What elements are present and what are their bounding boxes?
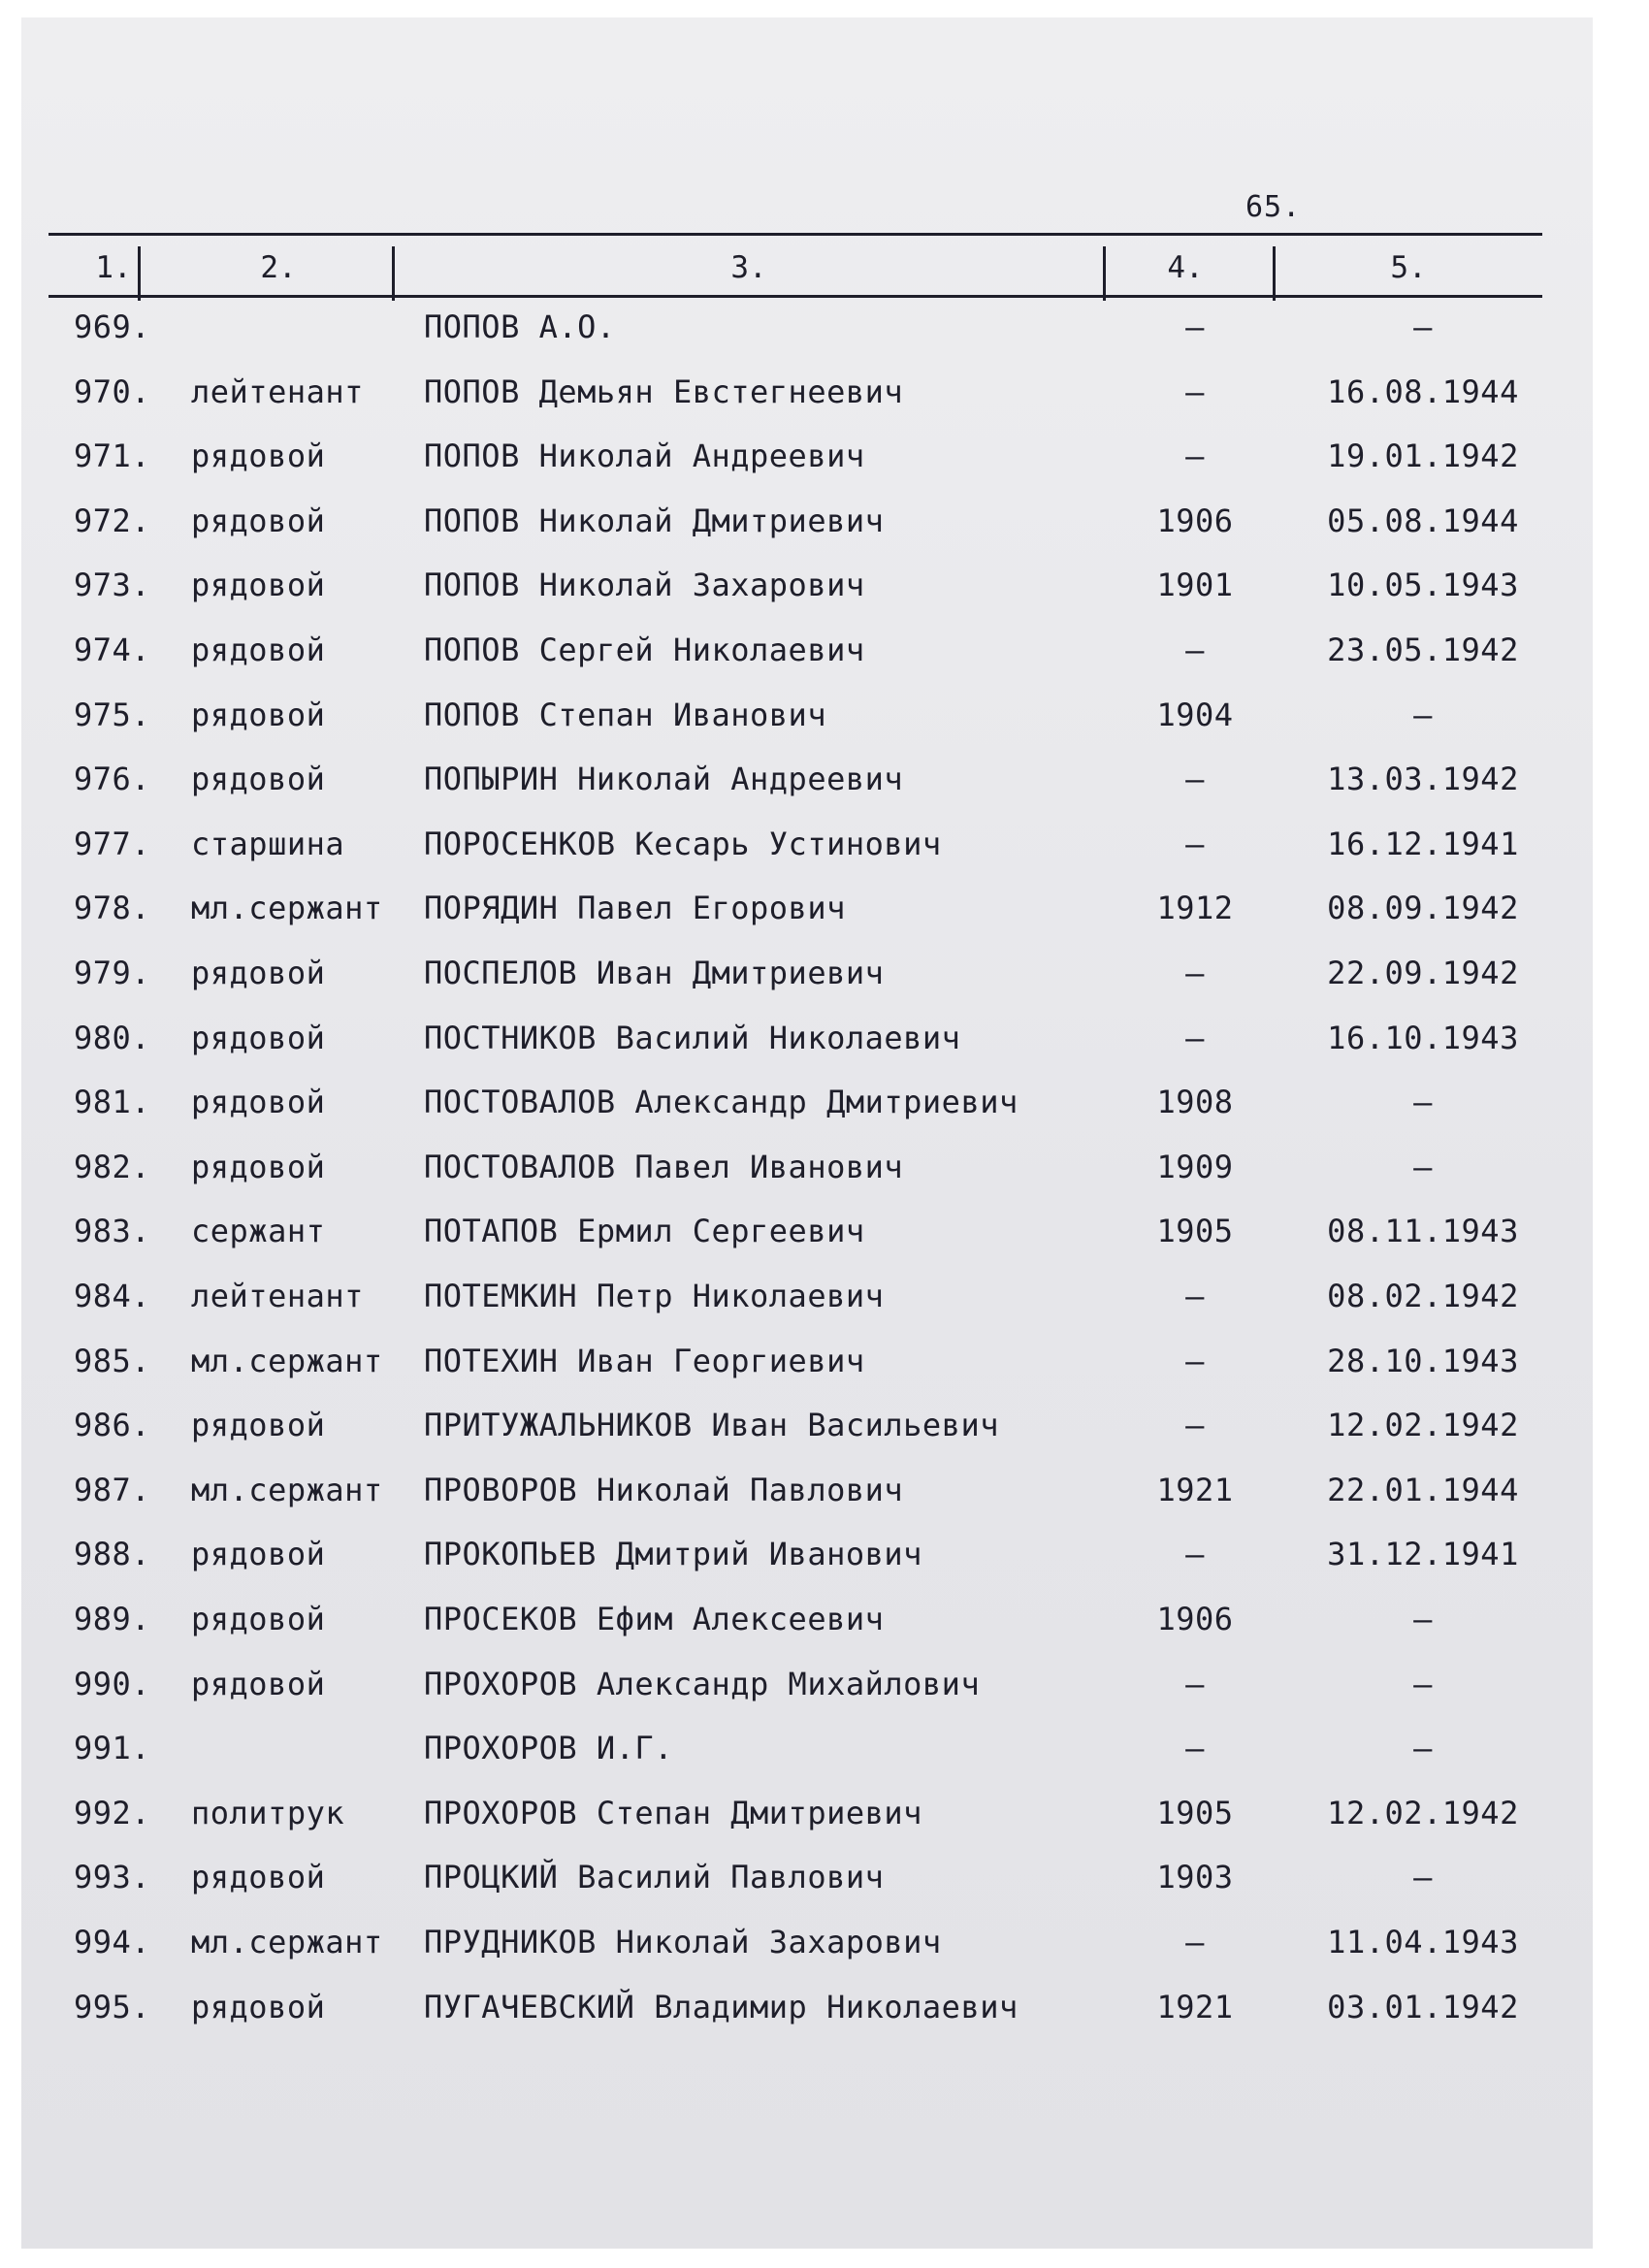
row-name: ПУГАЧЕВСКИЙ Владимир Николаевич — [424, 1988, 1018, 2025]
row-rank: сержант — [191, 1213, 326, 1250]
row-number: 971. — [74, 437, 151, 475]
row-date: 23.05.1942 — [1327, 632, 1519, 668]
row-birth-year: 1903 — [1156, 1859, 1234, 1896]
row-birth-year: – — [1185, 1924, 1205, 1960]
row-date: 22.09.1942 — [1327, 955, 1519, 991]
row-date: 19.01.1942 — [1327, 437, 1519, 475]
page-number: 65. — [1245, 190, 1302, 224]
row-birth-year: 1908 — [1156, 1084, 1234, 1121]
row-rank: политрук — [191, 1794, 345, 1831]
row-number: 984. — [74, 1278, 151, 1314]
row-name: ПОСПЕЛОВ Иван Дмитриевич — [424, 955, 885, 991]
row-name: ПРОХОРОВ Степан Дмитриевич — [424, 1794, 922, 1831]
row-date: – — [1413, 1148, 1433, 1185]
table-row — [21, 437, 1593, 496]
row-name: ПОПЫРИН Николай Андреевич — [424, 761, 904, 798]
row-name: ПОПОВ Николай Дмитриевич — [424, 502, 885, 539]
row-number: 992. — [74, 1794, 151, 1831]
table-row — [21, 632, 1593, 690]
header-col-1: 1. — [95, 250, 132, 285]
table-row — [21, 1149, 1593, 1207]
row-birth-year: – — [1185, 1536, 1205, 1573]
row-number: 983. — [74, 1213, 151, 1250]
row-date: – — [1413, 1859, 1433, 1896]
table-row — [21, 1666, 1593, 1724]
row-number: 990. — [74, 1665, 151, 1702]
row-birth-year: 1906 — [1156, 502, 1234, 539]
document-sheet — [21, 17, 1593, 2249]
row-rank: рядовой — [191, 1536, 326, 1573]
row-date: 13.03.1942 — [1327, 761, 1519, 798]
table-row — [21, 502, 1593, 561]
row-name: ПОТЕМКИН Петр Николаевич — [424, 1278, 885, 1314]
header-separator — [138, 246, 141, 301]
row-birth-year: 1901 — [1156, 567, 1234, 604]
row-date: – — [1413, 1665, 1433, 1702]
row-rank: рядовой — [191, 955, 326, 991]
row-rank: рядовой — [191, 567, 326, 604]
row-number: 978. — [74, 890, 151, 927]
row-rank: старшина — [191, 825, 345, 862]
row-rank: рядовой — [191, 1601, 326, 1637]
header-col-3: 3. — [730, 250, 767, 285]
row-number: 991. — [74, 1730, 151, 1767]
row-rank: рядовой — [191, 502, 326, 539]
row-rank: рядовой — [191, 1859, 326, 1896]
row-birth-year: 1921 — [1156, 1988, 1234, 2025]
header-separator — [1103, 246, 1106, 301]
row-birth-year: – — [1185, 1019, 1205, 1056]
row-name: ПРОВОРОВ Николай Павлович — [424, 1471, 904, 1508]
row-name: ПОТЕХИН Иван Георгиевич — [424, 1342, 865, 1379]
row-date: 16.10.1943 — [1327, 1019, 1519, 1056]
row-date: – — [1413, 1084, 1433, 1121]
row-name: ПРУДНИКОВ Николай Захарович — [424, 1924, 942, 1960]
row-number: 976. — [74, 761, 151, 798]
row-date: 22.01.1944 — [1327, 1471, 1519, 1508]
row-name: ПОРОСЕНКОВ Кесарь Устинович — [424, 825, 942, 862]
row-rank: рядовой — [191, 1665, 326, 1702]
row-birth-year: – — [1185, 1407, 1205, 1444]
table-row — [21, 1020, 1593, 1078]
row-birth-year: 1904 — [1156, 696, 1234, 733]
table-row — [21, 1472, 1593, 1530]
table-row — [21, 1407, 1593, 1465]
row-birth-year: 1921 — [1156, 1471, 1234, 1508]
row-number: 977. — [74, 825, 151, 862]
table-row — [21, 373, 1593, 432]
header-col-4: 4. — [1167, 250, 1204, 285]
row-date: 08.11.1943 — [1327, 1213, 1519, 1250]
row-name: ПРОХОРОВ Александр Михайлович — [424, 1665, 981, 1702]
row-birth-year: – — [1185, 1342, 1205, 1379]
row-birth-year: 1912 — [1156, 890, 1234, 927]
row-rank: рядовой — [191, 761, 326, 798]
table-row — [21, 761, 1593, 819]
row-rank: рядовой — [191, 1407, 326, 1444]
row-name: ПРОКОПЬЕВ Дмитрий Иванович — [424, 1536, 922, 1573]
row-number: 979. — [74, 955, 151, 991]
table-row — [21, 955, 1593, 1013]
row-birth-year: – — [1185, 632, 1205, 668]
row-birth-year: 1905 — [1156, 1213, 1234, 1250]
table-row — [21, 1536, 1593, 1594]
row-number: 975. — [74, 696, 151, 733]
row-date: 03.01.1942 — [1327, 1988, 1519, 2025]
table-row — [21, 308, 1593, 367]
row-name: ПОТАПОВ Ермил Сергеевич — [424, 1213, 865, 1250]
row-birth-year: 1909 — [1156, 1148, 1234, 1185]
row-birth-year: – — [1185, 437, 1205, 475]
row-number: 994. — [74, 1924, 151, 1960]
row-date: 16.12.1941 — [1327, 825, 1519, 862]
row-birth-year: – — [1185, 308, 1205, 345]
row-birth-year: – — [1185, 1278, 1205, 1314]
row-date: 05.08.1944 — [1327, 502, 1519, 539]
row-date: 16.08.1944 — [1327, 373, 1519, 410]
table-row — [21, 1730, 1593, 1788]
row-birth-year: – — [1185, 761, 1205, 798]
row-rank: рядовой — [191, 1019, 326, 1056]
row-rank: рядовой — [191, 632, 326, 668]
row-number: 982. — [74, 1148, 151, 1185]
table-row — [21, 1989, 1593, 2047]
row-number: 970. — [74, 373, 151, 410]
row-name: ПОПОВ Николай Захарович — [424, 567, 865, 604]
row-number: 972. — [74, 502, 151, 539]
table-row — [21, 697, 1593, 755]
row-number: 989. — [74, 1601, 151, 1637]
row-name: ПОПОВ А.О. — [424, 308, 616, 345]
row-name: ПОПОВ Демьян Евстегнеевич — [424, 373, 904, 410]
table-row — [21, 1213, 1593, 1271]
row-number: 993. — [74, 1859, 151, 1896]
header-bottom-rule — [48, 295, 1542, 298]
row-rank: мл.сержант — [191, 890, 383, 927]
row-name: ПОСТОВАЛОВ Павел Иванович — [424, 1148, 904, 1185]
row-number: 988. — [74, 1536, 151, 1573]
row-name: ПРИТУЖАЛЬНИКОВ Иван Васильевич — [424, 1407, 999, 1444]
row-rank: рядовой — [191, 1084, 326, 1121]
row-date: 11.04.1943 — [1327, 1924, 1519, 1960]
row-date: 08.09.1942 — [1327, 890, 1519, 927]
row-birth-year: 1905 — [1156, 1794, 1234, 1831]
row-rank: рядовой — [191, 696, 326, 733]
row-name: ПРОЦКИЙ Василий Павлович — [424, 1859, 885, 1896]
header-separator — [1273, 246, 1276, 301]
row-name: ПОПОВ Николай Андреевич — [424, 437, 865, 475]
row-date: – — [1413, 696, 1433, 733]
header-col-2: 2. — [260, 250, 297, 285]
row-number: 974. — [74, 632, 151, 668]
row-date: 12.02.1942 — [1327, 1794, 1519, 1831]
row-name: ПОСТОВАЛОВ Александр Дмитриевич — [424, 1084, 1018, 1121]
row-birth-year: 1906 — [1156, 1601, 1234, 1637]
row-number: 981. — [74, 1084, 151, 1121]
row-name: ПОСТНИКОВ Василий Николаевич — [424, 1019, 961, 1056]
table-row — [21, 1343, 1593, 1401]
row-date: 28.10.1943 — [1327, 1342, 1519, 1379]
table-row — [21, 890, 1593, 948]
row-date: 08.02.1942 — [1327, 1278, 1519, 1314]
table-row — [21, 1859, 1593, 1917]
table-row — [21, 826, 1593, 884]
row-name: ПОРЯДИН Павел Егорович — [424, 890, 846, 927]
row-date: – — [1413, 1730, 1433, 1767]
row-number: 987. — [74, 1471, 151, 1508]
table-row — [21, 1924, 1593, 1982]
row-date: 10.05.1943 — [1327, 567, 1519, 604]
header-separator — [392, 246, 395, 301]
row-number: 995. — [74, 1988, 151, 2025]
row-date: 12.02.1942 — [1327, 1407, 1519, 1444]
table-row — [21, 1084, 1593, 1142]
header-top-rule — [48, 233, 1542, 236]
row-rank: мл.сержант — [191, 1471, 383, 1508]
row-rank: мл.сержант — [191, 1342, 383, 1379]
row-rank: рядовой — [191, 1988, 326, 2025]
row-number: 973. — [74, 567, 151, 604]
table-row — [21, 1601, 1593, 1659]
row-birth-year: – — [1185, 825, 1205, 862]
row-name: ПОПОВ Сергей Николаевич — [424, 632, 865, 668]
row-number: 985. — [74, 1342, 151, 1379]
row-rank: мл.сержант — [191, 1924, 383, 1960]
row-rank: лейтенант — [191, 1278, 364, 1314]
row-number: 980. — [74, 1019, 151, 1056]
row-name: ПОПОВ Степан Иванович — [424, 696, 827, 733]
table-row — [21, 1795, 1593, 1853]
row-date: 31.12.1941 — [1327, 1536, 1519, 1573]
row-rank: рядовой — [191, 1148, 326, 1185]
table-row — [21, 1278, 1593, 1336]
row-number: 986. — [74, 1407, 151, 1444]
row-name: ПРОСЕКОВ Ефим Алексеевич — [424, 1601, 885, 1637]
row-birth-year: – — [1185, 955, 1205, 991]
table-row — [21, 567, 1593, 625]
row-number: 969. — [74, 308, 151, 345]
row-rank: лейтенант — [191, 373, 364, 410]
row-date: – — [1413, 308, 1433, 345]
row-date: – — [1413, 1601, 1433, 1637]
row-birth-year: – — [1185, 1665, 1205, 1702]
row-rank: рядовой — [191, 437, 326, 475]
row-name: ПРОХОРОВ И.Г. — [424, 1730, 673, 1767]
row-birth-year: – — [1185, 1730, 1205, 1767]
row-birth-year: – — [1185, 373, 1205, 410]
header-col-5: 5. — [1390, 250, 1427, 285]
